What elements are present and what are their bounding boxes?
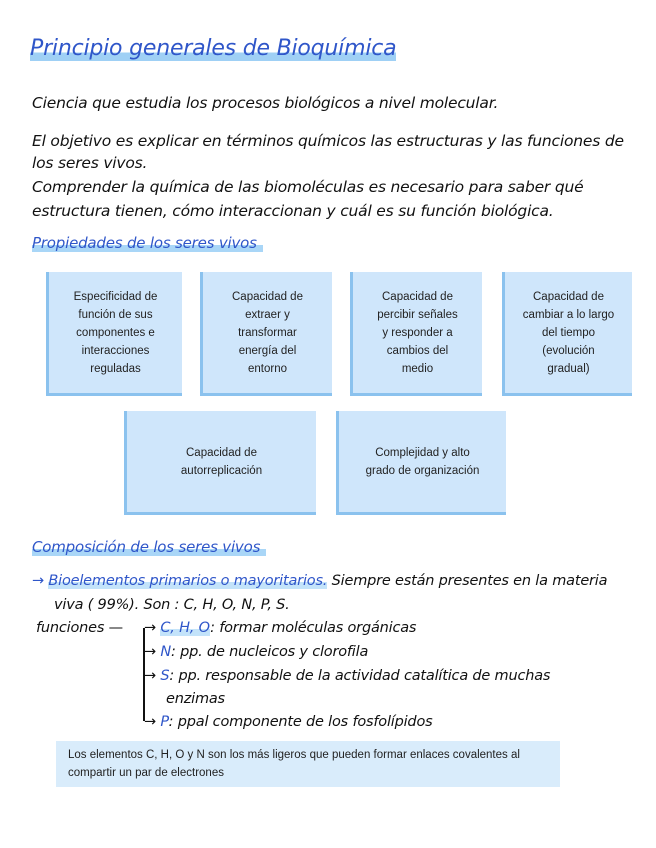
card-line: interacciones xyxy=(81,344,150,357)
arrow-right-icon: → xyxy=(144,620,161,636)
note-line-2: compartir un par de electrones xyxy=(68,767,224,779)
bioelements-line xyxy=(32,570,607,592)
card-line: Capacidad de xyxy=(232,290,303,303)
card-line: del tiempo xyxy=(541,326,596,339)
property-card-energy xyxy=(200,272,332,396)
card-line: energía del xyxy=(238,344,297,357)
card-line: entorno xyxy=(247,362,287,375)
note-line-1: Los elementos C, H, O y N son los más ligeros que pueden formar enlaces covalentes al xyxy=(68,749,520,761)
property-card-specificity xyxy=(46,272,182,396)
item-text: : pp. responsable de la actividad catalítica de muchas xyxy=(169,668,551,684)
function-item-cho xyxy=(144,617,416,639)
functions-text: funciones xyxy=(36,620,105,636)
card-line: medio xyxy=(401,362,434,375)
bioelements-line-2: viva ( 99%). Son : C, H, O, N, P, S. xyxy=(54,597,290,613)
arrow-right-icon: → xyxy=(32,573,44,589)
card-line: (evolución xyxy=(542,344,595,357)
property-card-signals xyxy=(350,272,482,396)
card-line: reguladas xyxy=(90,362,141,375)
bioelements-label: Bioelementos primarios o mayoritarios. xyxy=(48,573,328,589)
intro-line-2: El objetivo es explicar en términos químicos las estructuras y las funciones de xyxy=(32,132,624,150)
card-line: gradual) xyxy=(547,362,590,375)
property-card-evolution xyxy=(502,272,632,396)
arrow-right-icon: → xyxy=(144,644,161,660)
intro-line-5: estructura tienen, cómo interaccionan y cuál es su función biológica. xyxy=(32,202,554,220)
item-text: : ppal componente de los fosfolípidos xyxy=(168,714,433,730)
card-line: Capacidad de xyxy=(186,446,257,459)
property-card-complexity xyxy=(336,411,506,515)
function-item-s-cont: enzimas xyxy=(166,691,225,707)
card-line: Capacidad de xyxy=(533,290,604,303)
item-key: N xyxy=(160,644,172,660)
intro-line-4: Comprender la química de las biomoléculas es necesario para saber qué xyxy=(32,178,584,196)
item-key: C, H, O xyxy=(160,620,211,636)
card-line: cambiar a lo largo xyxy=(522,308,615,321)
card-line: cambios del xyxy=(386,344,449,357)
arrow-right-icon: → xyxy=(144,714,161,730)
functions-label xyxy=(36,617,123,639)
composition-heading: Composición de los seres vivos xyxy=(32,538,266,557)
note-box xyxy=(56,741,560,787)
page-title: Principio generales de Bioquímica xyxy=(30,36,397,61)
card-line: componentes e xyxy=(76,326,155,339)
card-line: percibir señales xyxy=(377,308,458,321)
card-line: grado de organización xyxy=(365,464,480,477)
properties-heading: Propiedades de los seres vivos xyxy=(32,234,263,253)
item-key: P xyxy=(160,714,169,730)
card-line: Especificidad de xyxy=(73,290,158,303)
item-text: : pp. de nucleicos y clorofila xyxy=(171,644,369,660)
card-line: y responder a xyxy=(382,326,453,339)
bioelements-text: Siempre están presentes en la materia xyxy=(331,573,608,589)
arrow-right-icon: → xyxy=(144,668,161,684)
card-line: Capacidad de xyxy=(382,290,453,303)
card-line: transformar xyxy=(238,326,297,339)
function-item-p xyxy=(144,711,432,733)
arrow-right-icon: — xyxy=(108,620,123,636)
function-item-s xyxy=(144,665,550,687)
intro-line-3: los seres vivos. xyxy=(32,154,148,172)
card-line: función de sus xyxy=(78,308,153,321)
property-card-replication xyxy=(124,411,316,515)
item-text: : formar moléculas orgánicas xyxy=(210,620,417,636)
card-line: extraer y xyxy=(245,308,290,321)
card-line: autorreplicación xyxy=(180,464,263,477)
intro-line-1: Ciencia que estudia los procesos biológicos a nivel molecular. xyxy=(32,94,499,112)
card-line: Complejidad y alto xyxy=(375,446,470,459)
function-item-n xyxy=(144,641,368,663)
item-key: S xyxy=(160,668,170,684)
